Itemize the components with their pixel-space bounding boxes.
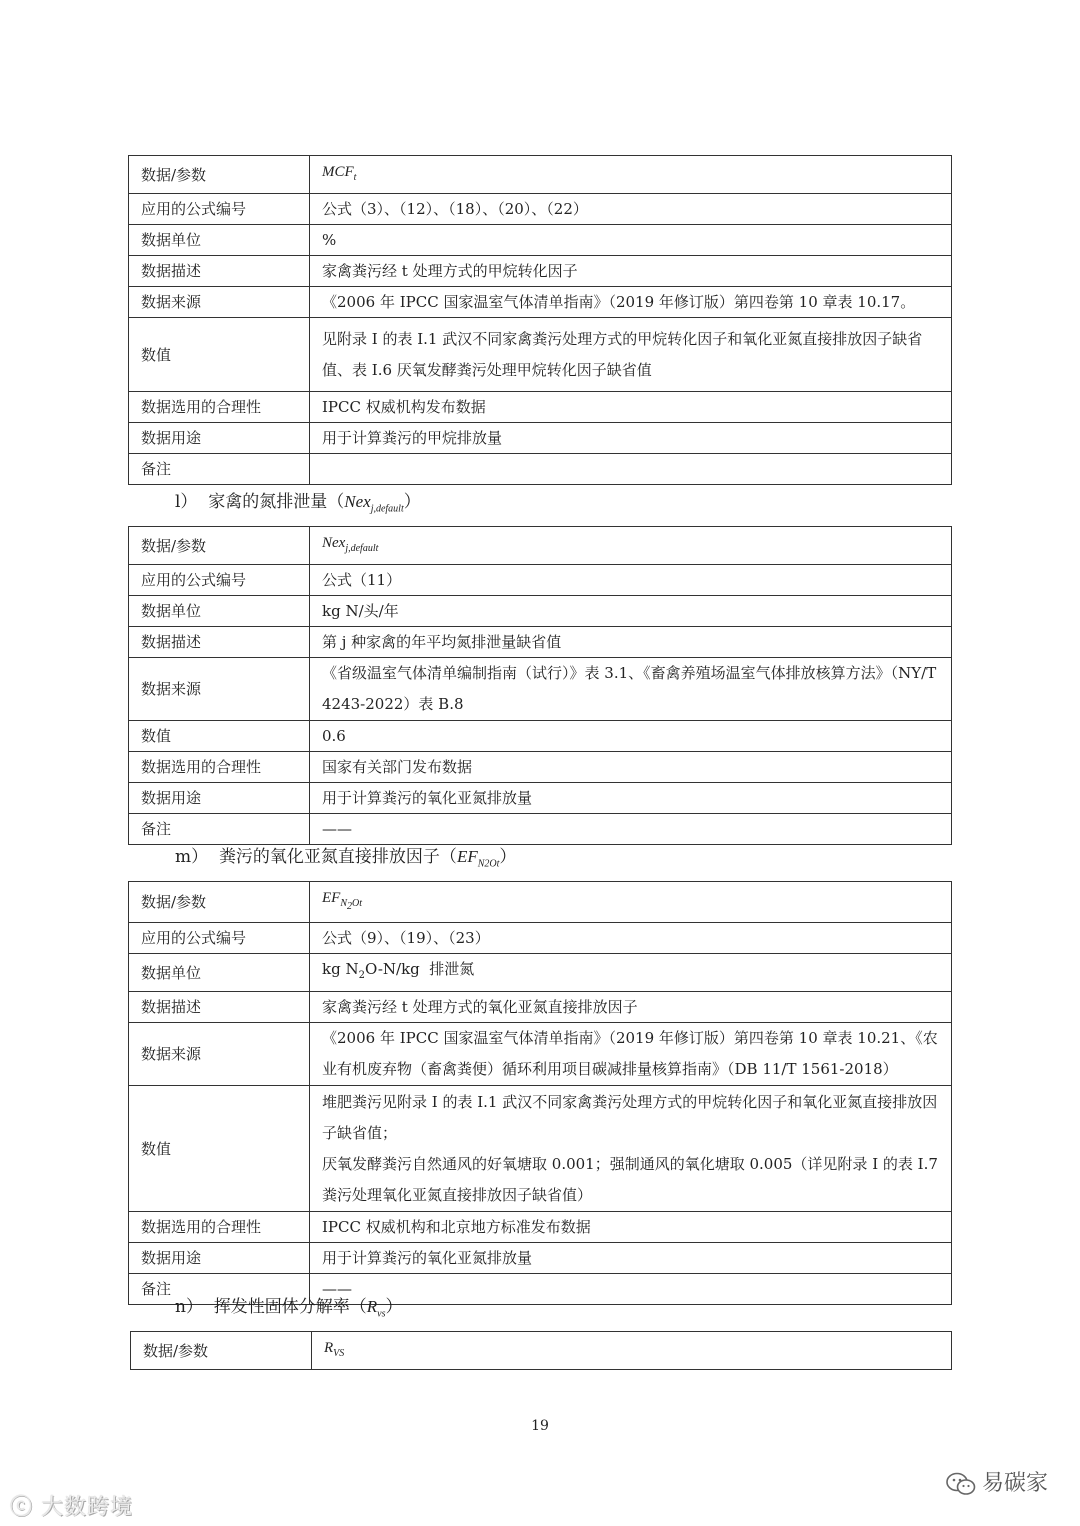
table-row: 备注 —— [129, 814, 952, 845]
table-row: 应用的公式编号 公式（11） [129, 565, 952, 596]
table-row: 数据/参数 $EF_{N_2Ot}$ [129, 882, 952, 923]
table-rvs [130, 1331, 952, 1370]
section-heading-n: n） 挥发性固体分解率$(R_{vs})$ [175, 1297, 403, 1320]
table-nex [128, 526, 952, 845]
table-row: 数值 0.6 [129, 721, 952, 752]
section-heading-m: m） 粪污的氧化亚氮直接排放因子$(EF_{N2Ot})$ [175, 847, 517, 870]
table-row: 数值 见附录 I 的表 I.1 武汉不同家禽粪污处理方式的甲烷转化因子和氧化亚氮直接排放因子缺省值、表 I.6 厌氧发酵粪污处理甲烷转化因子缺省值 [129, 318, 952, 392]
table-row: 数据来源 《2006 年 IPCC 国家温室气体清单指南》（2019 年修订版）第四卷第 10 章表 10.21、《农业有机废弃物（畜禽粪便）循环利用项目碳减排量核算指南》（DB 11/T 1561-2018） [129, 1023, 952, 1086]
table-row: 数据选用的合理性 IPCC 权威机构和北京地方标准发布数据 [129, 1212, 952, 1243]
table-row: 数据描述 第 j 种家禽的年平均氮排泄量缺省值 [129, 627, 952, 658]
table-row: 数据用途 用于计算粪污的甲烷排放量 [129, 423, 952, 454]
page-number: 19 [531, 1418, 549, 1434]
table-row: 数据描述 家禽粪污经 t 处理方式的甲烷转化因子 [129, 256, 952, 287]
table-row: 数据单位 % [129, 225, 952, 256]
table-row: 数据选用的合理性 IPCC 权威机构发布数据 [129, 392, 952, 423]
wechat-icon [946, 1471, 976, 1497]
table-row: 数据来源 《省级温室气体清单编制指南（试行）》表 3.1、《畜禽养殖场温室气体排放核算方法》（NY/T 4243-2022）表 B.8 [129, 658, 952, 721]
table-row: 数据单位 kg N/头/年 [129, 596, 952, 627]
table-row: 数据用途 用于计算粪污的氧化亚氮排放量 [129, 1243, 952, 1274]
section-heading-l: l） 家禽的氮排泄量（Nex$_{j,default}$） [175, 492, 421, 515]
table-row: 备注 —— [129, 1274, 952, 1305]
table-row: 数值 堆肥粪污见附录 I 的表 I.1 武汉不同家禽粪污处理方式的甲烷转化因子和氧化亚氮直接排放因子缺省值； 厌氧发酵粪污自然通风的好氧塘取 0.001；强制通风的氧化塘取 0.005（详见附录 I 的表 I.7 粪污处理氧化亚氮直接排放因子缺省值） [129, 1086, 952, 1212]
table-row: 数据单位 kg $N_2O-N/kg$ 排泄氮 [129, 954, 952, 992]
table-row: 数据/参数 Nex$_{j,default}$ [129, 527, 952, 565]
table-row: 数据来源 《2006 年 IPCC 国家温室气体清单指南》（2019 年修订版）第四卷第 10 章表 10.17。 [129, 287, 952, 318]
table-row: 应用的公式编号 公式（3）、（12）、（18）、（20）、（22） [129, 194, 952, 225]
table-row: 数据/参数 $R_{VS}$ [131, 1332, 952, 1370]
param-symbol: $EF_{N_2Ot}$ [322, 890, 362, 912]
watermark-right: 易碳家 [946, 1466, 1048, 1497]
param-symbol: Nex$_{j,default}$ [322, 535, 379, 554]
table-mcf [128, 155, 952, 485]
table-row: 数据选用的合理性 国家有关部门发布数据 [129, 752, 952, 783]
param-symbol: $MCF_t$ [322, 164, 357, 183]
unit-cell: kg $N_2O-N/kg$ 排泄氮 [310, 954, 952, 992]
table-ef [128, 881, 952, 1305]
weibo-icon: ⓒ [10, 1495, 34, 1520]
table-row: 备注 [129, 454, 952, 485]
table-row: 数据/参数 $MCF_t$ [129, 156, 952, 194]
watermark-left: ⓒ 大数跨境 [10, 1495, 134, 1520]
table-row: 应用的公式编号 公式（9）、（19）、（23） [129, 923, 952, 954]
table-row: 数据用途 用于计算粪污的氧化亚氮排放量 [129, 783, 952, 814]
table-row: 数据描述 家禽粪污经 t 处理方式的氧化亚氮直接排放因子 [129, 992, 952, 1023]
param-symbol: $R_{VS}$ [324, 1340, 345, 1359]
